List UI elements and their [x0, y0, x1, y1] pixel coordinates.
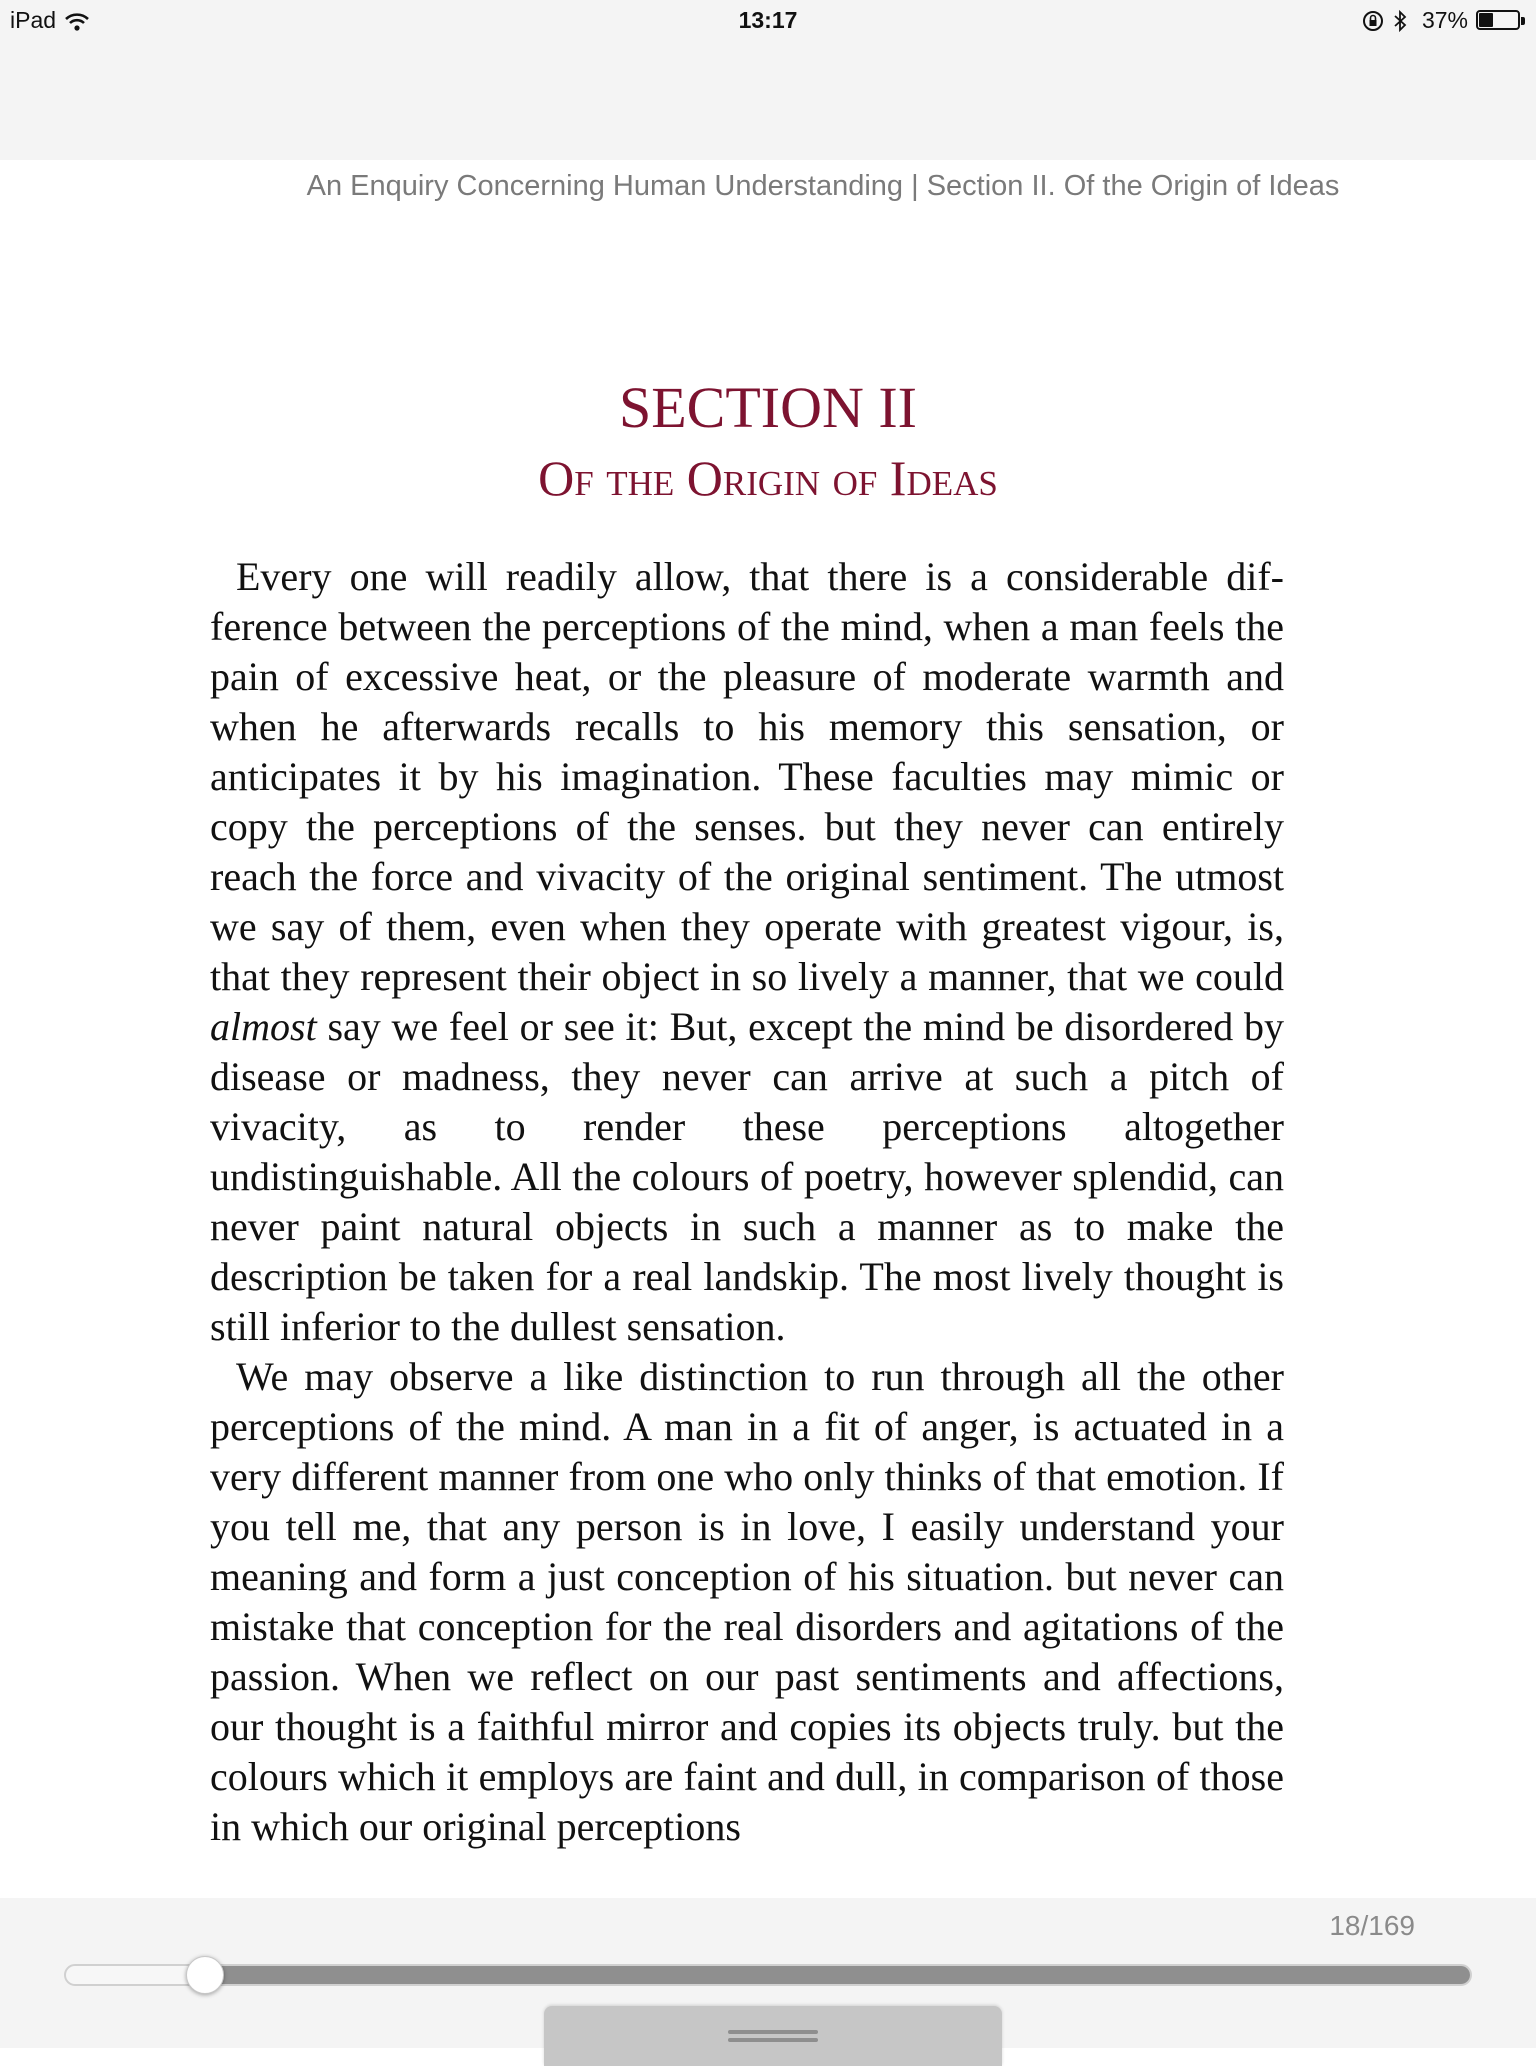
paragraph [210, 552, 1284, 1352]
section-title: SECTION II [618, 375, 917, 440]
bluetooth-icon [1392, 9, 1414, 33]
page-slider[interactable] [64, 1964, 1472, 1986]
drawer-grip-icon [728, 2030, 818, 2046]
battery-icon [1476, 10, 1526, 32]
paragraph: We may observe a like distinction to run through all the other perceptions of the mind. A man in a fit of anger, is actuated in a very different manner from one who only thinks of that emotion. If you tell me, that any person is in love, I easily understand your meaning and form a just conception of his situation. but never can mistake that conception for the real disorders and agitations of the passion. When we reflect on our past sentiments and affections, our thought is a faithful mirror and copies its objects truly. but the colours which it employs are faint and dull, in comparison of those in which our original perceptions [210, 1354, 1284, 1849]
battery-percent: 37% [1421, 7, 1468, 33]
battery-level-fill [1479, 13, 1493, 27]
section-subtitle: Of the Origin of Ideas [538, 450, 998, 506]
status-time: 13:17 [738, 7, 798, 33]
section-heading [0, 372, 1536, 512]
page-slider-thumb[interactable] [186, 1956, 224, 1994]
status-right [1362, 7, 1526, 34]
paragraph-text: Every one will readily allow, that there is a considerable difference between the perceptions of the mind, when a man feels the pain of excessive heat, or the pleasure of moderate warmth and when he afterwards recalls to his memory this sensation, or anticipates it by his imagination. These faculties may mimic or copy the perceptions of the senses. but they never can entirely reach the force and vivacity of the original sentiment. The utmost we say of them, even when they operate with greatest vigour, is, that they represent their object in so lively a manner, that we could [210, 554, 1284, 999]
page-slider-remaining [207, 1966, 1470, 1984]
book-page-text[interactable] [210, 552, 1284, 1852]
paragraph-text: say we feel or see it: But, except the mind be disordered by disease or madness, they never can arrive at such a pitch of vivacity, as to render these perceptions altogether undistinguishable. All the colours of poetry, however splendid, can never paint natural objects in such a manner as to make the description be taken for a real landskip. The most lively thought is still inferior to the dullest sensation. [210, 1004, 1284, 1349]
contents-drawer-handle[interactable] [544, 2006, 1002, 2066]
page-indicator: 18/169 [1329, 1910, 1415, 1941]
orientation-lock-icon [1362, 9, 1384, 33]
running-header: An Enquiry Concerning Human Understanding | Section II. Of the Origin of Ideas [306, 170, 1340, 202]
status-bar [0, 0, 1536, 40]
emphasized-word: almost [210, 1004, 317, 1049]
device-name: iPad [10, 7, 57, 33]
